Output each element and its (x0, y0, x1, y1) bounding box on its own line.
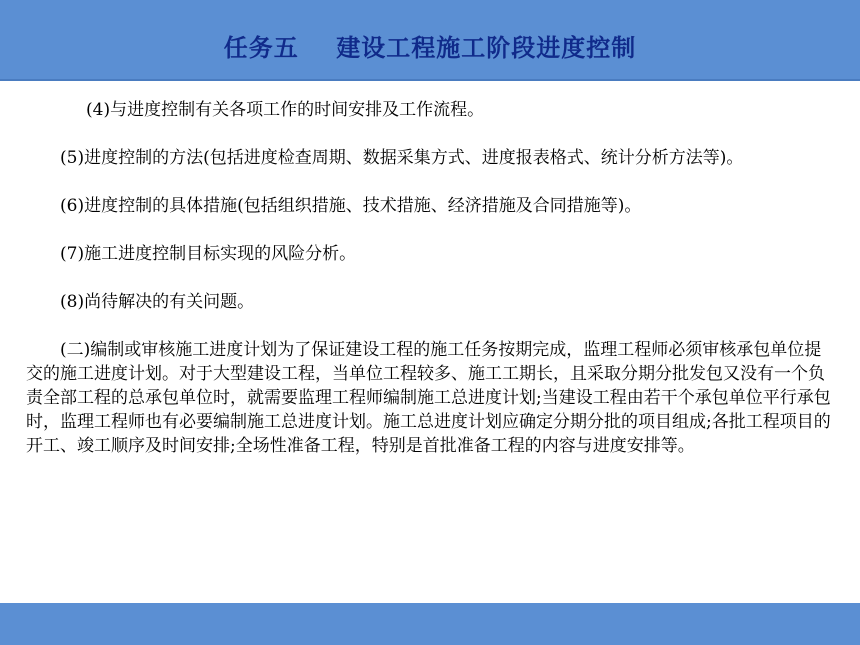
paragraph-item-8: (8)尚待解决的有关问题。 (60, 292, 255, 312)
header-banner (0, 0, 860, 81)
slide-body (26, 98, 834, 482)
paragraph-item-6: (6)进度控制的具体措施(包括组织措施、技术措施、经济措施及合同措施等)。 (60, 196, 642, 216)
paragraph-item-5: (5)进度控制的方法(包括进度检查周期、数据采集方式、进度报表格式、统计分析方法等)。 (60, 148, 744, 168)
paragraph-section-2: (二)编制或审核施工进度计划为了保证建设工程的施工任务按期完成，监理工程师必须审核承包单位提交的施工进度计划。对于大型建设工程，当单位工程较多、施工工期长，且采取分期分批发包又没有一个负责全部工程的总承包单位时，就需要监理工程师编制施工总进度计划;当建设工程由若干个承包单位平行承包时，监理工程师也有必要编制施工总进度计划。施工总进度计划应确定分期分批的项目组成;各批工程项目的开工、竣工顺序及时间安排;全场性准备工程，特别是首批准备工程的内容与进度安排等。 (26, 340, 831, 456)
paragraph-item-4: (4)与进度控制有关各项工作的时间安排及工作流程。 (86, 100, 485, 120)
paragraph-item-7: (7)施工进度控制目标实现的风险分析。 (60, 244, 357, 264)
slide-title: 任务五 建设工程施工阶段进度控制 (223, 34, 637, 62)
footer-banner (0, 603, 860, 645)
